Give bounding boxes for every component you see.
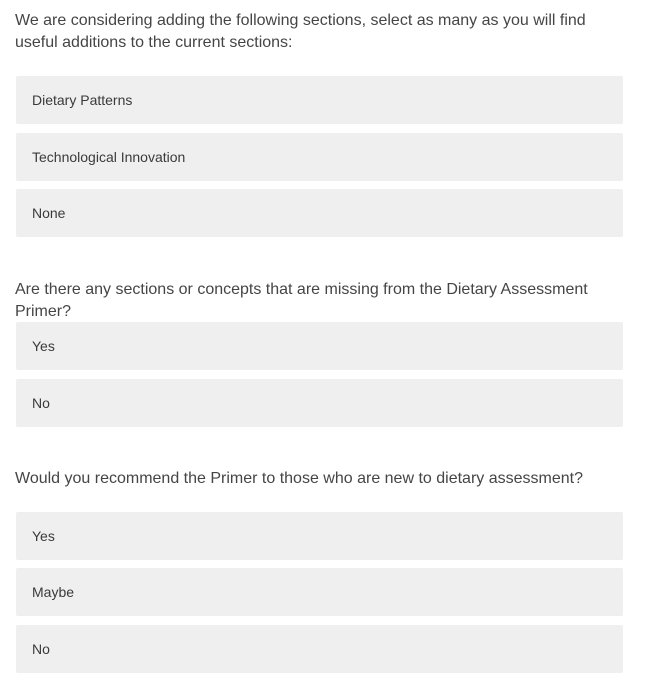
q3-option-label: Maybe [32,584,75,600]
q1-option-label: Dietary Patterns [32,92,133,108]
q3-option-yes[interactable] [16,512,623,560]
q1-option-technological-innovation[interactable] [16,133,623,181]
q2-option-yes[interactable] [16,322,623,370]
q3-option-no[interactable] [16,625,623,673]
question-2-text: Are there any sections or concepts that are missing from the Dietary Assessment Primer? [15,281,588,320]
q1-option-label: None [32,205,66,221]
q1-option-label: Technological Innovation [32,149,186,165]
q1-option-none[interactable] [16,189,623,237]
q2-option-label: Yes [32,338,55,354]
question-1-text: We are considering adding the following sections, select as many as you will find useful additions to the current sections: [15,12,586,51]
q1-option-dietary-patterns[interactable] [16,76,623,124]
question-3-text: Would you recommend the Primer to those who are new to dietary assessment? [15,470,583,487]
q3-option-maybe[interactable] [16,568,623,616]
q3-option-label: No [32,641,50,657]
q2-option-no[interactable] [16,379,623,427]
q3-option-label: Yes [32,528,55,544]
q2-option-label: No [32,395,50,411]
